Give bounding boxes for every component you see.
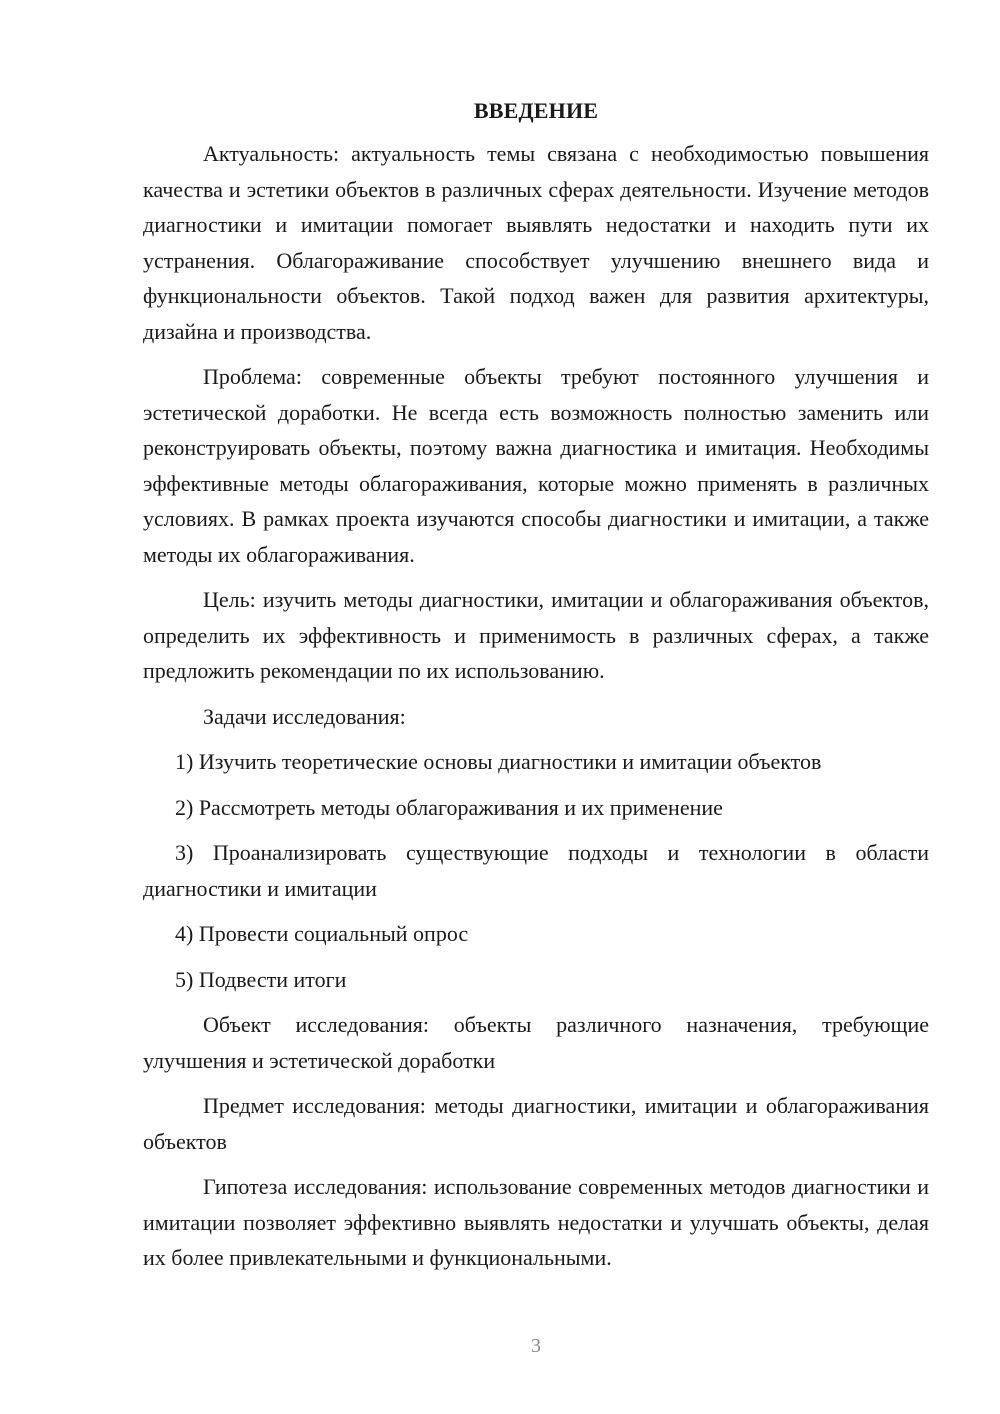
paragraph-subject: Предмет исследования: методы диагностики, имитации и облагораживания объектов [143,1093,929,1154]
paragraph-relevance: Актуальность: актуальность темы связана с необходимостью повышения качества и эстетики объектов в различных сферах деятельности. Изучение методов диагностики и имитации помогает выявлять недостатки и находить пути их устранения. Облагораживание способствует улучшению внешнего вида и функциональности объектов. Такой подход важен для развития архитектуры, дизайна и производства. [143,141,929,344]
paragraph-tasks-heading: Задачи исследования: [203,703,406,729]
paragraph-goal: Цель: изучить методы диагностики, имитации и облагораживания объектов, определить их эффективность и применимость в различных сферах, а также предложить рекомендации по их использованию. [143,587,929,683]
task-item: 1) Изучить теоретические основы диагностики и имитации объектов [175,749,822,774]
page-title: ВВЕДЕНИЕ [473,98,599,123]
task-item: 5) Подвести итоги [175,966,347,992]
task-item: 4) Провести социальный опрос [175,921,469,946]
page-number: 3 [531,1335,541,1357]
paragraph-object: Объект исследования: объекты различного назначения, требующие улучшения и эстетической доработки [143,1012,929,1073]
paragraph-hypothesis: Гипотеза исследования: использование современных методов диагностики и имитации позволяет эффективно выявлять недостатки и улучшать объекты, делая их более привлекательными и функциональными. [143,1174,929,1270]
paragraph-problem: Проблема: современные объекты требуют постоянного улучшения и эстетической доработки. Не всегда есть возможность полностью заменить или реконструировать объекты, поэтому важна диагностика и имитация. Необходимы эффективные методы облагораживания, которые можно применять в различных условиях. В рамках проекта изучаются способы диагностики и имитации, а также методы их облагораживания. [143,364,929,567]
task-item: 3) Проанализировать существующие подходы и технологии в области диагностики и имитации [143,840,929,901]
page-content [143,96,929,1286]
task-item: 2) Рассмотреть методы облагораживания и их применение [175,794,723,820]
